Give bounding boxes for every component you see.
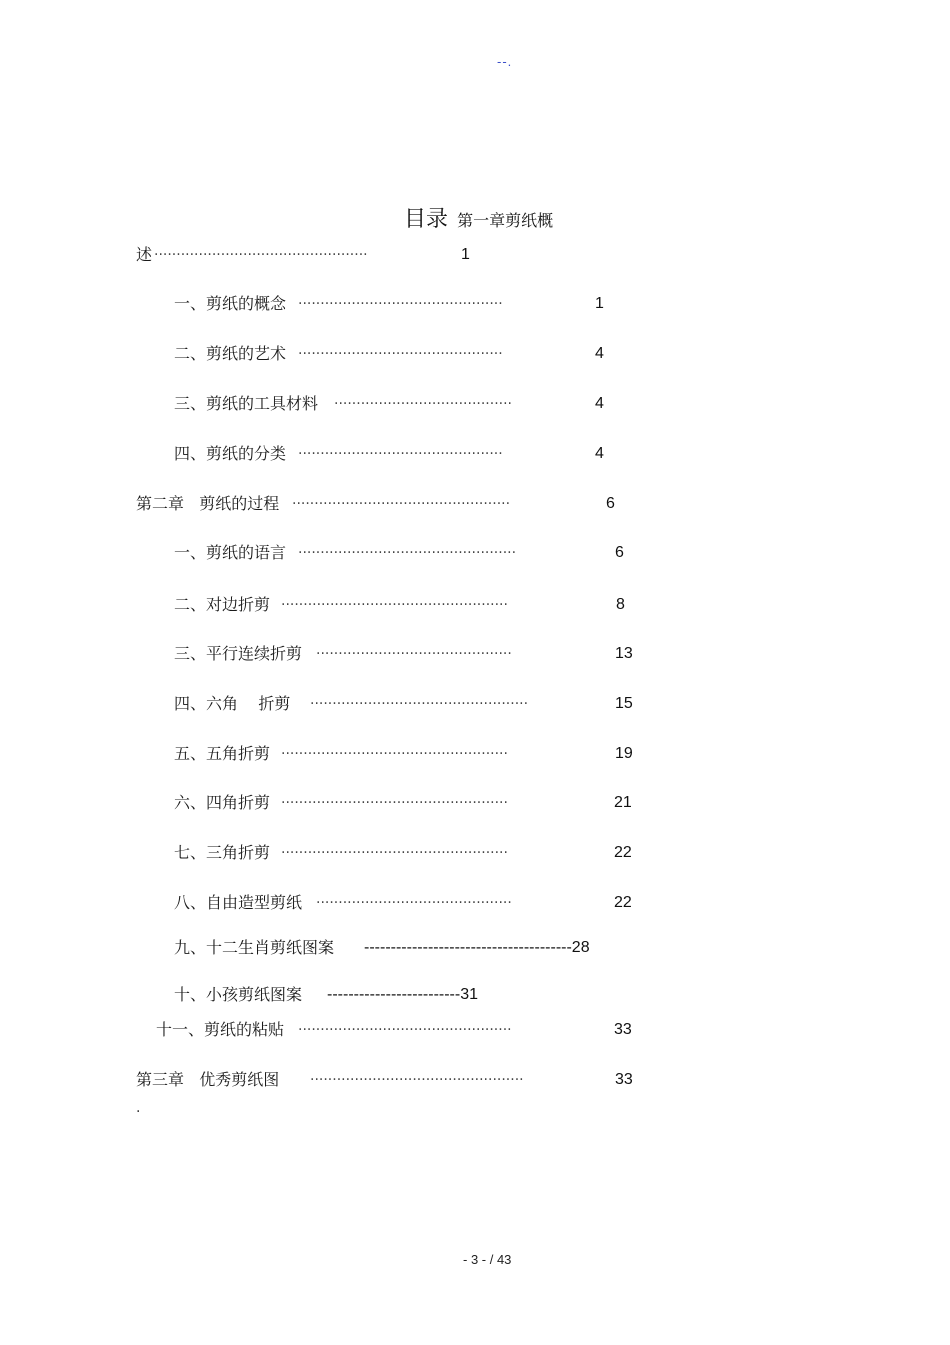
- page-indicator: - 3 - / 43: [463, 1252, 512, 1267]
- toc-entry-label: 九、十二生肖剪纸图案: [174, 938, 335, 957]
- toc-title: [404, 202, 553, 233]
- toc-entry-page: 4: [595, 395, 604, 412]
- toc-entry-label: 八、自由造型剪纸: [174, 893, 303, 912]
- toc-entry-dots: ···················································: [281, 597, 508, 613]
- toc-entry-label: 七、三角折剪: [174, 843, 271, 862]
- toc-entry-label: 二、剪纸的艺术: [174, 344, 287, 363]
- toc-entry-label: 第三章 优秀剪纸图: [136, 1070, 280, 1089]
- toc-entry-page: 4: [595, 345, 604, 362]
- toc-entry-dots: ··············································: [298, 346, 503, 362]
- toc-entry-dots: ···················································: [281, 795, 508, 811]
- toc-entry-dots: ········································: [334, 396, 513, 412]
- toc-title-main: 目录: [404, 207, 449, 232]
- toc-entry-dots: ················································: [310, 1072, 524, 1088]
- toc-entry-dots: ················································: [154, 247, 368, 263]
- toc-entry-label: 述: [136, 245, 153, 264]
- toc-entry-page: 6: [615, 544, 624, 561]
- toc-entry-dots: ············································: [316, 646, 512, 662]
- toc-entry-page: 4: [595, 445, 604, 462]
- toc-entry-page: 19: [615, 745, 633, 762]
- toc-entry-label: 二、对边折剪: [174, 595, 271, 614]
- toc-entry-leader: -------------------------31: [327, 986, 478, 1003]
- toc-entry-page: 33: [615, 1071, 633, 1088]
- toc-entry-page: 22: [614, 844, 632, 861]
- toc-entry-page: 13: [615, 645, 633, 662]
- toc-entry-label: 六、四角折剪: [174, 793, 271, 812]
- toc-entry-label: 四、六角 折剪: [174, 694, 291, 713]
- toc-entry-page: 22: [614, 894, 632, 911]
- toc-entry-dots: ············································: [316, 895, 512, 911]
- toc-entry-dots: ··············································: [298, 296, 503, 312]
- header-mark: --.: [497, 54, 513, 69]
- toc-entry-label: 四、剪纸的分类: [174, 444, 287, 463]
- toc-entry-page: 6: [606, 495, 615, 512]
- toc-entry-label: 一、剪纸的概念: [174, 294, 287, 313]
- toc-entry-label: 十一、剪纸的粘贴: [156, 1020, 285, 1039]
- toc-entry-page: 33: [614, 1021, 632, 1038]
- toc-entry-dots: ·················································: [292, 496, 511, 512]
- toc-entry-dots: ················································: [298, 1022, 512, 1038]
- toc-entry-page: 1: [595, 295, 604, 312]
- toc-entry-page: 15: [615, 695, 633, 712]
- toc-entry-label: 三、剪纸的工具材料: [174, 394, 319, 413]
- toc-entry-page: 21: [614, 794, 632, 811]
- toc-entry-label: 第二章 剪纸的过程: [136, 494, 280, 513]
- toc-title-continuation: 第一章剪纸概: [457, 211, 554, 230]
- toc-entry-page: 8: [616, 596, 625, 613]
- toc-entry-dots: ·················································: [310, 696, 529, 712]
- toc-entry-label: 五、五角折剪: [174, 744, 271, 763]
- toc-entry-label: 一、剪纸的语言: [174, 543, 287, 562]
- toc-entry-page: 1: [461, 246, 470, 263]
- toc-entry-dots: ··············································: [298, 446, 503, 462]
- toc-entry-dots: ·················································: [298, 545, 517, 561]
- toc-entry-dots: ···················································: [281, 746, 508, 762]
- toc-entry-label: 三、平行连续折剪: [174, 644, 303, 663]
- stray-mark: .: [136, 1100, 141, 1116]
- toc-entry-label: 十、小孩剪纸图案: [174, 985, 303, 1004]
- toc-entry-dots: ···················································: [281, 845, 508, 861]
- toc-entry-leader: ---------------------------------------28: [364, 939, 590, 956]
